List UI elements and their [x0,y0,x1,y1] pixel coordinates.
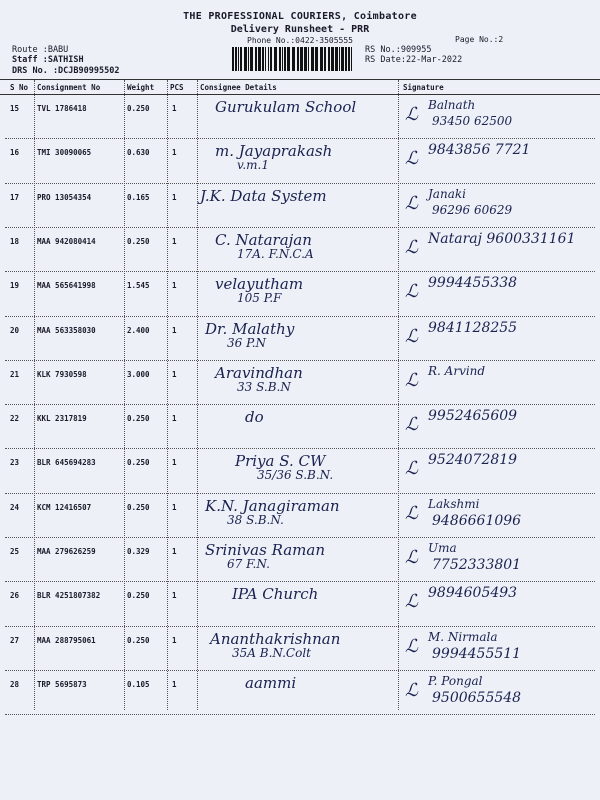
barcode-bar [315,47,318,71]
pcs-count: 1 [172,325,177,335]
consignee-line: C. Natarajan [215,230,312,249]
consignment-number: MAA 279626259 [37,547,96,556]
consignee-line: Priya S. CW [235,452,326,471]
header-bottom-rule [0,94,600,95]
pcs-count: 1 [172,635,177,645]
signature-line: 9894605493 [428,585,518,602]
col-consignee: Consignee Details [200,83,277,92]
weight-value: 0.165 [127,192,150,202]
barcode-bar [235,47,237,71]
barcode-bar [308,47,309,71]
consignee-line: Srinivas Raman [205,541,325,559]
weight-value: 0.250 [127,502,150,512]
pcs-count: 1 [172,458,177,468]
pcs-count: 1 [172,369,177,379]
signature-line: P. Pongal [428,673,483,688]
drs-number: DRS No. :DCJB90995502 [12,66,120,76]
consignee-line: v.m.1 [237,158,269,173]
pcs-count: 1 [172,591,177,601]
barcode-bar [335,47,338,71]
col-consignment: Consignment No [37,83,101,92]
consignee-line: K.N. Janagiraman [205,496,340,515]
signature-line: Janaki [428,186,466,201]
row-divider [5,626,595,627]
consignee-line: 67 F.N. [227,557,270,571]
barcode-bar [258,47,261,71]
weight-value: 0.105 [127,679,150,689]
weight-value: 0.250 [127,104,150,113]
signature-line: 9952465609 [428,408,518,425]
consignment-number: MAA 563358030 [37,325,96,335]
row-divider [5,271,595,272]
company-title: THE PROFESSIONAL COURIERS, Coimbatore [183,11,417,22]
staff-label: Staff :SATHISH [12,55,84,65]
signature-line: 9486661096 [432,512,522,529]
barcode-bar [351,47,352,71]
consignment-number: KCM 12416507 [37,502,92,512]
barcode-bar [300,47,303,71]
col-divider [34,80,35,710]
consignee-line: Gurukulam School [215,98,357,116]
row-divider [5,670,595,671]
consignment-number: BLR 645694283 [37,458,96,468]
signature-mark: ℒ [405,547,418,568]
barcode-bar [287,47,290,71]
pcs-count: 1 [172,104,177,113]
barcode-bar [232,47,234,71]
row-divider [5,714,595,715]
col-signature: Signature [403,83,444,92]
barcode-bar [304,47,307,71]
serial-number: 26 [10,591,20,601]
serial-number: 21 [10,369,20,379]
signature-mark: ℒ [405,104,418,125]
row-divider [5,537,595,538]
serial-number: 25 [10,547,20,556]
page-number: Page No.:2 [455,35,504,44]
serial-number: 18 [10,236,20,246]
serial-number: 16 [10,148,20,158]
rs-number: RS No.:909955 [365,45,432,55]
row-divider [5,183,595,184]
barcode-bar [348,47,350,71]
signature-mark: ℒ [405,281,418,303]
barcode-bar [250,47,253,71]
barcode-bar [279,47,281,71]
route-label: Route :BABU [12,45,69,55]
pcs-count: 1 [172,679,177,689]
barcode-bar [341,47,344,71]
signature-mark: ℒ [405,325,418,347]
row-divider [5,448,595,449]
consignee-line: aammi [245,673,297,692]
consignment-number: KLK 7930598 [37,369,87,379]
pcs-count: 1 [172,547,177,556]
weight-value: 0.250 [127,591,150,601]
signature-line: R. Arvind [428,363,486,378]
row-divider [5,360,595,361]
barcode-bar [292,47,295,71]
consignee-line: 38 S.B.N. [227,512,284,527]
serial-number: 22 [10,414,20,424]
barcode-bar [311,47,314,71]
consignee-line: m. Jayaprakash [215,142,333,161]
barcode-bar [339,47,340,71]
signature-mark: ℒ [405,236,418,258]
signature-mark: ℒ [405,414,418,436]
barcode [232,47,356,71]
consignment-number: MAA 942080414 [37,236,96,246]
signature-line: 9994455338 [428,275,518,292]
consignee-line: 105 P.F [237,291,282,306]
row-divider [5,227,595,228]
row-divider [5,404,595,405]
barcode-bar [331,47,334,71]
consignment-number: TMI 30090065 [37,148,92,158]
consignment-number: TVL 1786418 [37,104,87,113]
barcode-bar [274,47,277,71]
barcode-bar [324,47,326,71]
signature-line: 9500655548 [432,689,522,706]
consignment-number: TRP 5695873 [37,679,87,689]
col-pcs: PCS [170,83,184,92]
serial-number: 17 [10,192,20,202]
consignee-line: IPA Church [232,585,319,604]
barcode-bar [255,47,257,71]
row-divider [5,581,595,582]
signature-line: 9524072819 [428,452,518,469]
consignee-line: do [245,408,264,427]
consignee-line: Dr. Malathy [205,319,295,338]
weight-value: 0.250 [127,236,150,246]
consignment-number: BLR 4251807382 [37,591,101,601]
col-sno: S No [10,83,29,92]
consignment-number: KKL 2317819 [37,414,87,424]
signature-line: 9843856 7721 [428,142,531,159]
signature-line: Balnath [428,98,476,112]
col-weight: Weight [127,83,155,92]
consignment-number: MAA 288795061 [37,635,96,645]
barcode-bar [238,47,239,71]
signature-mark: ℒ [405,679,418,701]
weight-value: 2.400 [127,325,150,335]
signature-line: M. Nirmala [428,629,498,644]
signature-mark: ℒ [405,635,418,657]
consignment-number: PRO 13054354 [37,192,92,202]
consignee-line: 33 S.B.N [237,379,291,394]
runsheet-subtitle: Delivery Runsheet - PRR [230,24,370,35]
pcs-count: 1 [172,414,177,424]
weight-value: 0.250 [127,458,150,468]
serial-number: 27 [10,635,20,645]
signature-line: Nataraj 9600331161 [428,230,576,247]
barcode-bar [297,47,299,71]
barcode-bar [268,47,269,71]
pcs-count: 1 [172,192,177,202]
consignee-line: J.K. Data System [200,186,327,205]
row-divider [5,316,595,317]
barcode-bar [262,47,264,71]
signature-line: 9994455511 [432,645,522,662]
weight-value: 0.329 [127,547,150,556]
barcode-bar [270,47,272,71]
serial-number: 28 [10,679,20,689]
signature-mark: ℒ [405,369,418,391]
row-divider [5,138,595,139]
serial-number: 15 [10,104,20,113]
signature-line: Lakshmi [428,496,480,511]
barcode-bar [240,47,242,71]
consignment-number: MAA 565641998 [37,281,96,291]
consignee-line: velayutham [215,275,304,294]
col-divider [167,80,168,710]
serial-number: 19 [10,281,20,291]
pcs-count: 1 [172,281,177,291]
signature-mark: ℒ [405,458,418,480]
col-divider [124,80,125,710]
consignee-line: 35A B.N.Colt [232,645,311,660]
col-divider [398,80,399,710]
signature-line: Uma [428,541,457,555]
barcode-bar [328,47,330,71]
consignee-line: Ananthakrishnan [210,629,341,648]
col-divider [197,80,198,710]
weight-value: 1.545 [127,281,150,291]
signature-line: 9841128255 [428,319,518,336]
pcs-count: 1 [172,148,177,158]
barcode-bar [284,47,286,71]
weight-value: 0.630 [127,148,150,158]
serial-number: 23 [10,458,20,468]
signature-line: 93450 62500 [432,114,513,128]
signature-line: 96296 60629 [432,202,513,217]
signature-mark: ℒ [405,502,418,524]
weight-value: 0.250 [127,414,150,424]
consignee-line: 36 P.N [227,335,267,350]
barcode-bar [265,47,266,71]
barcode-bar [282,47,283,71]
consignee-line: 35/36 S.B.N. [257,468,334,483]
pcs-count: 1 [172,236,177,246]
signature-mark: ℒ [405,148,418,170]
serial-number: 24 [10,502,20,512]
barcode-bar [345,47,347,71]
pcs-count: 1 [172,502,177,512]
phone-number: Phone No.:0422-3505555 [247,36,353,45]
serial-number: 20 [10,325,20,335]
signature-mark: ℒ [405,591,418,613]
barcode-bar [248,47,249,71]
rs-date: RS Date:22-Mar-2022 [365,55,463,65]
barcode-bar [320,47,323,71]
weight-value: 0.250 [127,635,150,645]
header-top-rule [0,79,600,80]
signature-line: 7752333801 [432,557,522,573]
row-divider [5,493,595,494]
barcode-bar [244,47,247,71]
signature-mark: ℒ [405,192,418,214]
consignee-line: Aravindhan [215,363,303,382]
consignee-line: 17A. F.N.C.A [237,246,314,261]
weight-value: 3.000 [127,369,150,379]
